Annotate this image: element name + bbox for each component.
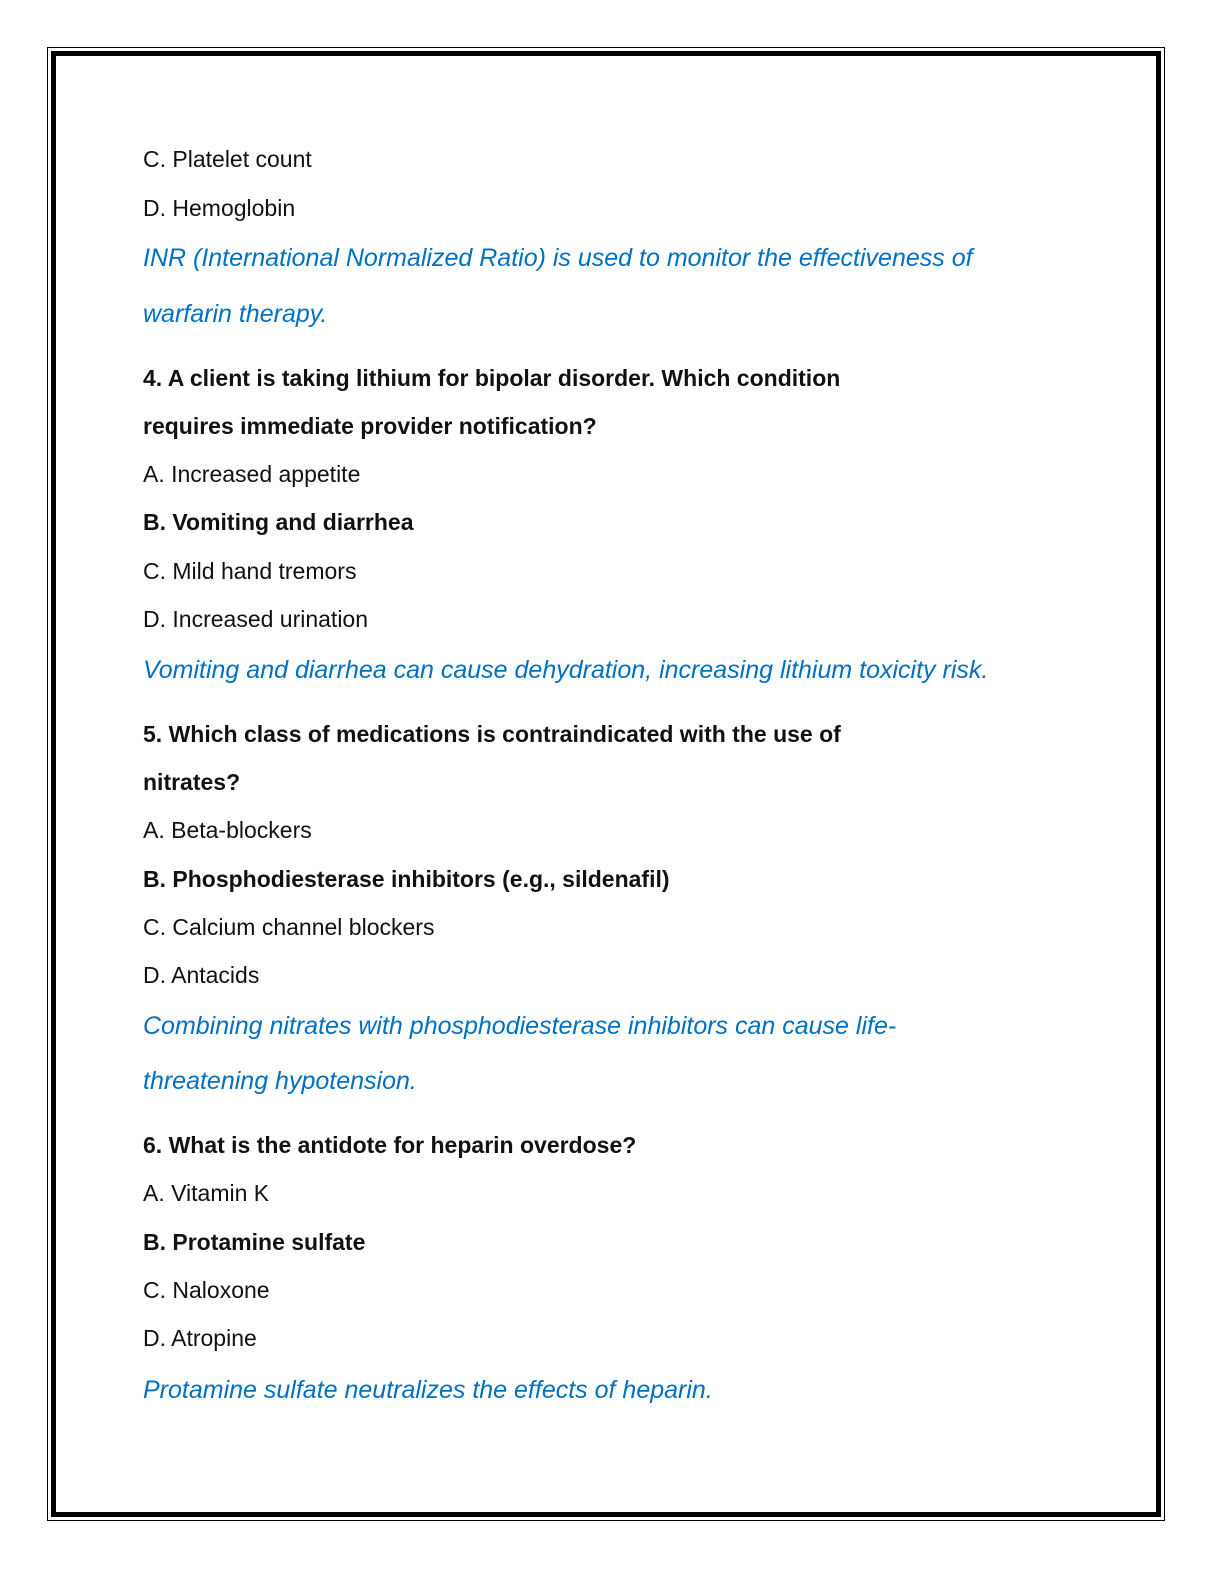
option: D. Antacids (143, 962, 260, 988)
correct-option: B. Phosphodiesterase inhibitors (e.g., sildenafil) (143, 866, 670, 892)
explanation: INR (International Normalized Ratio) is used to monitor the effectiveness of (143, 244, 973, 272)
explanation: Combining nitrates with phosphodiesterase inhibitors can cause life- (143, 1012, 897, 1040)
option: D. Atropine (143, 1325, 257, 1351)
explanation: warfarin therapy. (143, 300, 328, 328)
explanation: Protamine sulfate neutralizes the effects of heparin. (143, 1376, 713, 1404)
explanation: Vomiting and diarrhea can cause dehydration, increasing lithium toxicity risk. (143, 656, 989, 684)
option: A. Vitamin K (143, 1180, 270, 1206)
question: 6. What is the antidote for heparin overdose? (143, 1132, 637, 1158)
option: C. Platelet count (143, 146, 312, 172)
option: C. Calcium channel blockers (143, 914, 435, 940)
explanation: threatening hypotension. (143, 1067, 417, 1095)
question: requires immediate provider notification? (143, 413, 597, 439)
option: D. Hemoglobin (143, 195, 296, 221)
question: 5. Which class of medications is contraindicated with the use of (143, 721, 841, 747)
question: 4. A client is taking lithium for bipolar disorder. Which condition (143, 365, 841, 391)
option: D. Increased urination (143, 606, 369, 632)
option: C. Naloxone (143, 1277, 270, 1303)
option: A. Increased appetite (143, 461, 361, 487)
option: A. Beta-blockers (143, 817, 312, 843)
correct-option: B. Protamine sulfate (143, 1229, 366, 1255)
question: nitrates? (143, 769, 241, 795)
option: C. Mild hand tremors (143, 558, 357, 584)
correct-option: B. Vomiting and diarrhea (143, 509, 414, 535)
